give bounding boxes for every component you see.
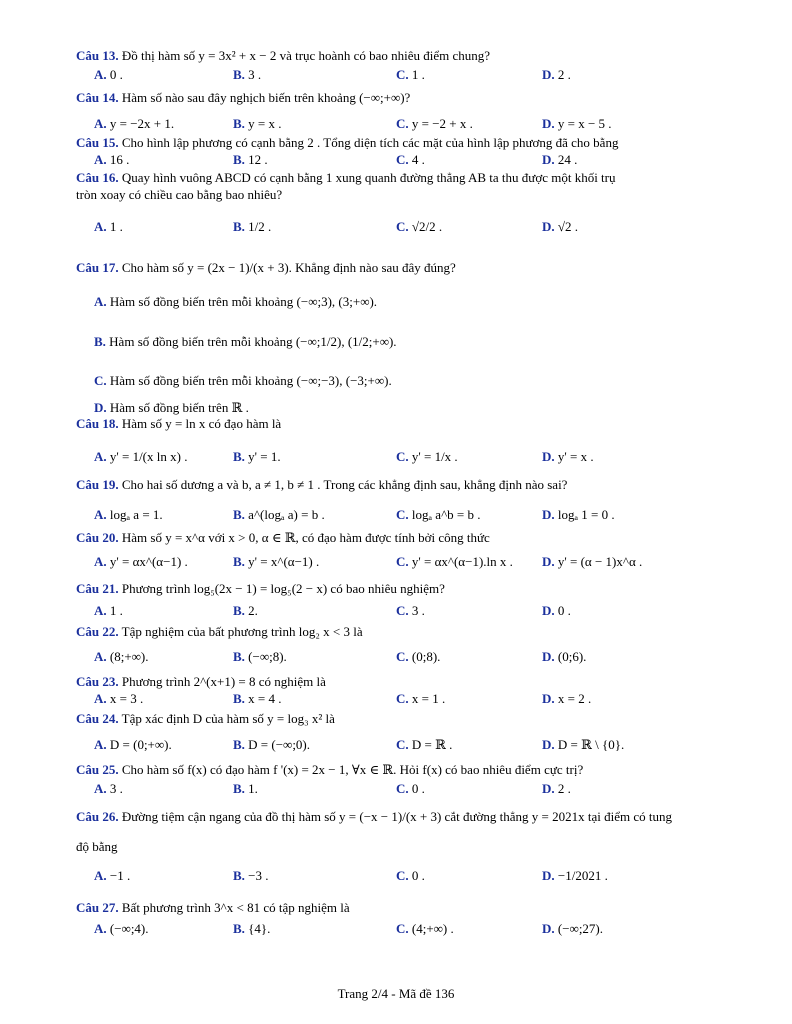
- question-number: Câu 22.: [76, 624, 119, 639]
- option-a[interactable]: A. 1 .: [94, 219, 123, 234]
- question-text: Tập nghiệm của bất phương trình log₂ x < 3 là: [121, 624, 363, 639]
- options-23: [0, 691, 792, 707]
- options-20: [0, 554, 792, 570]
- option-d[interactable]: D. 2 .: [542, 781, 571, 796]
- option-d[interactable]: D. D = ℝ \ {0}.: [542, 737, 625, 752]
- question-number: Câu 19.: [76, 477, 119, 492]
- option-d[interactable]: D. y' = x .: [542, 449, 594, 464]
- question-text: Cho hình lập phương có cạnh bằng 2 . Tổng diện tích các mặt của hình lập phương đã cho bằng: [121, 135, 619, 150]
- question-number: Câu 13.: [76, 48, 119, 63]
- question-21: [76, 581, 445, 597]
- question-number: Câu 24.: [76, 711, 119, 726]
- question-number: Câu 18.: [76, 416, 119, 431]
- question-text-line2: tròn xoay có chiều cao bằng bao nhiêu?: [76, 187, 283, 202]
- option-b[interactable]: B. y' = 1.: [233, 449, 281, 464]
- question-20: [76, 530, 490, 546]
- question-text: Cho hàm số f(x) có đạo hàm f '(x) = 2x − 1, ∀x ∈ ℝ. Hỏi f(x) có bao nhiêu điểm cực trị?: [121, 762, 584, 777]
- page-footer: Trang 2/4 - Mã đề 136: [337, 986, 455, 1001]
- option-c[interactable]: C. y = −2 + x .: [396, 116, 473, 131]
- option-b[interactable]: B. x = 4 .: [233, 691, 282, 706]
- question-27: [76, 900, 350, 916]
- option-d[interactable]: D. logₐ 1 = 0 .: [542, 507, 615, 522]
- option-b[interactable]: B. a^(logₐ a) = b .: [233, 507, 325, 522]
- question-26: [76, 809, 672, 825]
- question-number: Câu 15.: [76, 135, 119, 150]
- option-d[interactable]: D. (0;6).: [542, 649, 587, 664]
- option-c[interactable]: C. y' = αx^(α−1).ln x .: [396, 554, 513, 569]
- option-c[interactable]: C. Hàm số đồng biến trên mỗi khoảng (−∞;−3), (−3;+∞).: [94, 373, 392, 388]
- option-b[interactable]: B. y = x .: [233, 116, 282, 131]
- question-text: Đồ thị hàm số y = 3x² + x − 2 và trục hoành có bao nhiêu điểm chung?: [121, 48, 491, 63]
- question-24: [76, 711, 335, 727]
- question-text: Cho hai số dương a và b, a ≠ 1, b ≠ 1 . Trong các khẳng định sau, khẳng định nào sai?: [121, 477, 568, 492]
- option-b[interactable]: B. 1.: [233, 781, 258, 796]
- option-b[interactable]: B. Hàm số đồng biến trên mỗi khoảng (−∞;1/2), (1/2;+∞).: [94, 334, 397, 349]
- question-number: Câu 25.: [76, 762, 119, 777]
- option-a[interactable]: A. (8;+∞).: [94, 649, 149, 664]
- question-text: Đường tiệm cận ngang của đồ thị hàm số y = (−x − 1)/(x + 3) cắt đường thẳng y = 2021x tại điểm có tung: [121, 809, 672, 824]
- options-14: [0, 116, 792, 132]
- option-b[interactable]: B. 3 .: [233, 67, 262, 82]
- option-c[interactable]: C. logₐ a^b = b .: [396, 507, 481, 522]
- option-a[interactable]: A. y = −2x + 1.: [94, 116, 175, 131]
- question-text: Cho hàm số y = (2x − 1)/(x + 3). Khẳng định nào sau đây đúng?: [121, 260, 456, 275]
- option-d[interactable]: D. −1/2021 .: [542, 868, 608, 883]
- question-26-continued: [76, 839, 118, 855]
- question-17: [76, 260, 456, 276]
- question-text: Hàm số nào sau đây nghịch biến trên khoảng (−∞;+∞)?: [121, 90, 411, 105]
- option-c[interactable]: C. (0;8).: [396, 649, 441, 664]
- option-d[interactable]: D. (−∞;27).: [542, 921, 604, 936]
- option-a[interactable]: A. 3 .: [94, 781, 123, 796]
- option-a[interactable]: A. y' = αx^(α−1) .: [94, 554, 188, 569]
- options-18: [0, 449, 792, 465]
- option-c[interactable]: C. 0 .: [396, 868, 425, 883]
- option-c[interactable]: C. x = 1 .: [396, 691, 446, 706]
- option-a[interactable]: A. (−∞;4).: [94, 921, 149, 936]
- options-24: [0, 737, 792, 753]
- option-c[interactable]: C. D = ℝ .: [396, 737, 453, 752]
- options-21: [0, 603, 792, 619]
- question-19: [76, 477, 567, 493]
- option-a[interactable]: A. 1 .: [94, 603, 123, 618]
- option-d[interactable]: D. Hàm số đồng biến trên ℝ .: [94, 400, 249, 415]
- option-b[interactable]: B. 12 .: [233, 152, 268, 167]
- question-13: [76, 48, 490, 64]
- option-d[interactable]: D. 24 .: [542, 152, 578, 167]
- option-17d-row: [0, 400, 792, 416]
- option-b[interactable]: B. {4}.: [233, 921, 271, 936]
- option-b[interactable]: B. D = (−∞;0).: [233, 737, 311, 752]
- question-number: Câu 26.: [76, 809, 119, 824]
- option-d[interactable]: D. 2 .: [542, 67, 571, 82]
- option-17a-row: [0, 294, 792, 310]
- question-25: [76, 762, 583, 778]
- option-a[interactable]: A. −1 .: [94, 868, 131, 883]
- question-text: Phương trình 2^(x+1) = 8 có nghiệm là: [121, 674, 326, 689]
- question-text: Hàm số y = x^α với x > 0, α ∈ ℝ, có đạo hàm được tính bởi công thức: [121, 530, 490, 545]
- option-c[interactable]: C. 0 .: [396, 781, 425, 796]
- question-text: Tập xác định D của hàm số y = log₃ x² là: [121, 711, 335, 726]
- option-b[interactable]: B. y' = x^(α−1) .: [233, 554, 320, 569]
- option-b[interactable]: B. 1/2 .: [233, 219, 272, 234]
- options-13: [0, 67, 792, 83]
- option-c[interactable]: C. y' = 1/x .: [396, 449, 458, 464]
- option-d[interactable]: D. 0 .: [542, 603, 571, 618]
- question-number: Câu 21.: [76, 581, 119, 596]
- question-15: [76, 135, 618, 151]
- options-27: [0, 921, 792, 937]
- question-text: Quay hình vuông ABCD có cạnh bằng 1 xung quanh đường thẳng AB ta thu được một khối trụ: [121, 170, 616, 185]
- question-14: [76, 90, 410, 106]
- question-text-line2: độ bằng: [76, 839, 118, 854]
- question-text: Bất phương trình 3^x < 81 có tập nghiệm là: [121, 900, 350, 915]
- option-c[interactable]: C. √2/2 .: [396, 219, 443, 234]
- question-number: Câu 17.: [76, 260, 119, 275]
- options-26: [0, 868, 792, 884]
- question-text: Hàm số y = ln x có đạo hàm là: [121, 416, 282, 431]
- option-17c-row: [0, 373, 792, 389]
- question-number: Câu 14.: [76, 90, 119, 105]
- question-number: Câu 16.: [76, 170, 119, 185]
- option-d[interactable]: D. x = 2 .: [542, 691, 592, 706]
- option-c[interactable]: C. 1 .: [396, 67, 425, 82]
- options-22: [0, 649, 792, 665]
- option-c[interactable]: C. 4 .: [396, 152, 425, 167]
- question-text: Phương trình log₅(2x − 1) = log₅(2 − x) có bao nhiêu nghiệm?: [121, 581, 445, 596]
- option-b[interactable]: B. −3 .: [233, 868, 269, 883]
- option-a[interactable]: A. D = (0;+∞).: [94, 737, 172, 752]
- option-a[interactable]: A. logₐ a = 1.: [94, 507, 163, 522]
- option-a[interactable]: A. 16 .: [94, 152, 130, 167]
- option-17b-row: [0, 334, 792, 350]
- option-a[interactable]: A. 0 .: [94, 67, 123, 82]
- option-a[interactable]: A. Hàm số đồng biến trên mỗi khoảng (−∞;3), (3;+∞).: [94, 294, 378, 309]
- options-19: [0, 507, 792, 523]
- option-b[interactable]: B. (−∞;8).: [233, 649, 287, 664]
- options-16: [0, 219, 792, 235]
- question-number: Câu 27.: [76, 900, 119, 915]
- question-number: Câu 20.: [76, 530, 119, 545]
- option-a[interactable]: A. x = 3 .: [94, 691, 144, 706]
- options-15: [0, 152, 792, 168]
- options-25: [0, 781, 792, 797]
- option-d[interactable]: D. y = x − 5 .: [542, 116, 612, 131]
- option-c[interactable]: C. (4;+∞) .: [396, 921, 454, 936]
- option-d[interactable]: D. √2 .: [542, 219, 579, 234]
- option-d[interactable]: D. y' = (α − 1)x^α .: [542, 554, 643, 569]
- question-16-continued: [76, 187, 282, 203]
- question-18: [76, 416, 281, 432]
- question-16: [76, 170, 616, 186]
- question-23: [76, 674, 326, 690]
- question-number: Câu 23.: [76, 674, 119, 689]
- option-c[interactable]: C. 3 .: [396, 603, 425, 618]
- option-b[interactable]: B. 2.: [233, 603, 258, 618]
- question-22: [76, 624, 363, 640]
- option-a[interactable]: A. y' = 1/(x ln x) .: [94, 449, 188, 464]
